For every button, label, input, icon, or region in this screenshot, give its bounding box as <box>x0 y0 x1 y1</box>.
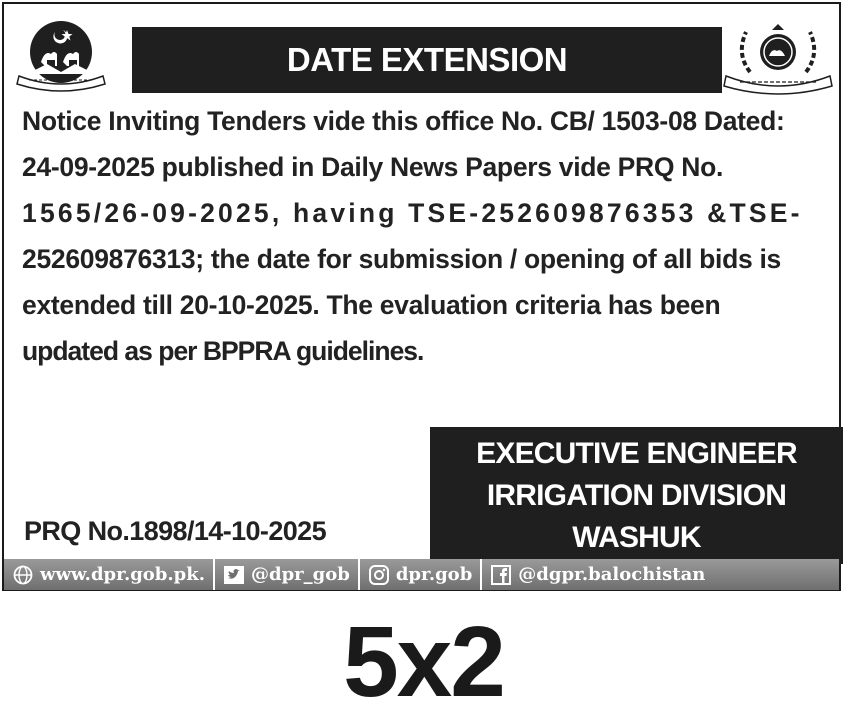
body-line: 24-09-2025 published in Daily News Papers vide PRQ No. <box>22 152 724 182</box>
footer-facebook[interactable] <box>482 559 713 590</box>
dgpr-emblem-icon <box>720 18 836 96</box>
authority-line: IRRIGATION DIVISION <box>486 478 787 512</box>
twitter-icon <box>223 565 245 585</box>
website-link[interactable]: www.dpr.gob.pk. <box>40 564 205 585</box>
authority-line: WASHUK <box>572 520 701 554</box>
body-line: Notice Inviting Tenders vide this office No. CB/ 1503-08 Dated: <box>22 106 785 136</box>
footer-twitter[interactable] <box>215 559 358 590</box>
footer-instagram[interactable] <box>360 559 480 590</box>
twitter-handle[interactable]: @dpr_gob <box>250 564 350 585</box>
prq-number: PRQ No.1898/14-10-2025 <box>24 516 326 546</box>
issuing-authority <box>430 427 843 564</box>
notice-body <box>22 98 830 374</box>
body-line: extended till 20-10-2025. The evaluation criteria has been <box>22 290 721 320</box>
title-bar <box>132 27 722 93</box>
globe-icon <box>12 565 34 585</box>
facebook-icon <box>490 565 512 585</box>
ad-size-label: 5x2 <box>343 606 504 718</box>
tender-notice <box>2 2 841 591</box>
instagram-icon <box>368 565 390 585</box>
body-line: 252609876313; the date for submission / opening of all bids is <box>22 244 781 274</box>
body-line: updated as per BPPRA guidelines. <box>22 336 424 366</box>
facebook-handle[interactable]: @dgpr.balochistan <box>518 564 706 585</box>
instagram-handle[interactable]: dpr.gob <box>395 564 473 585</box>
footer-website[interactable] <box>4 559 213 590</box>
footer-social-bar <box>4 559 839 590</box>
balochistan-emblem-icon <box>15 18 107 94</box>
authority-line: EXECUTIVE ENGINEER <box>476 436 797 470</box>
notice-title: DATE EXTENSION <box>286 41 568 78</box>
body-line: 1565/26-09-2025, having TSE-252609876353 &TSE- <box>22 198 803 228</box>
